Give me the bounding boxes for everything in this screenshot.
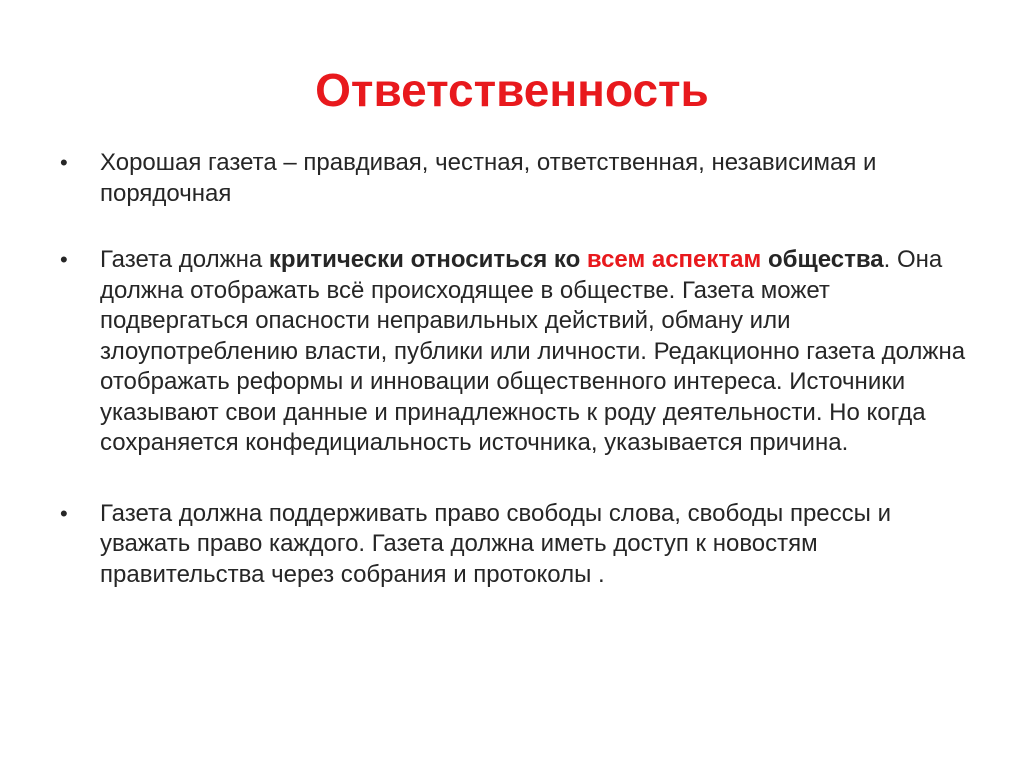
bullet-2-red-phrase: всем аспектам — [586, 246, 762, 273]
bullet-2-bold-phrase: критически относиться ко — [268, 246, 587, 273]
bullet-dot-icon: • — [60, 150, 68, 175]
bullet-2-text-rest: . Она должна отображать всё происходящее в обществе. Газета может подвергаться опасности неправильных действий, обману или злоупотреблению власти, публики или личности. Редакционно газета должна отображать реформы и инновации общественного интереса. Источники указывают свои данные и принадлежность к роду деятельности. Но когда сохраняется конфедициальность источника, указывается причина. — [100, 246, 966, 456]
bullet-dot-icon: • — [60, 247, 68, 272]
bullet-item-3 — [58, 499, 978, 591]
bullet-3-text: Газета должна поддерживать право свободы слова, свободы прессы и уважать право каждого. Газета должна иметь доступ к новостям правительства через собрания и протоколы . — [100, 499, 891, 588]
bullet-dot-icon: • — [60, 500, 68, 526]
bullet-2-text-start: Газета должна — [100, 246, 269, 273]
bullet-item-2 — [58, 245, 978, 459]
bullet-list — [58, 148, 978, 590]
bullet-2-bold-society: общества — [767, 246, 884, 273]
slide-title: Ответственность — [315, 64, 709, 116]
bullet-1-text: Хорошая газета – правдивая, честная, ответственная, независимая и порядочная — [100, 149, 877, 207]
bullet-item-1 — [58, 148, 978, 209]
